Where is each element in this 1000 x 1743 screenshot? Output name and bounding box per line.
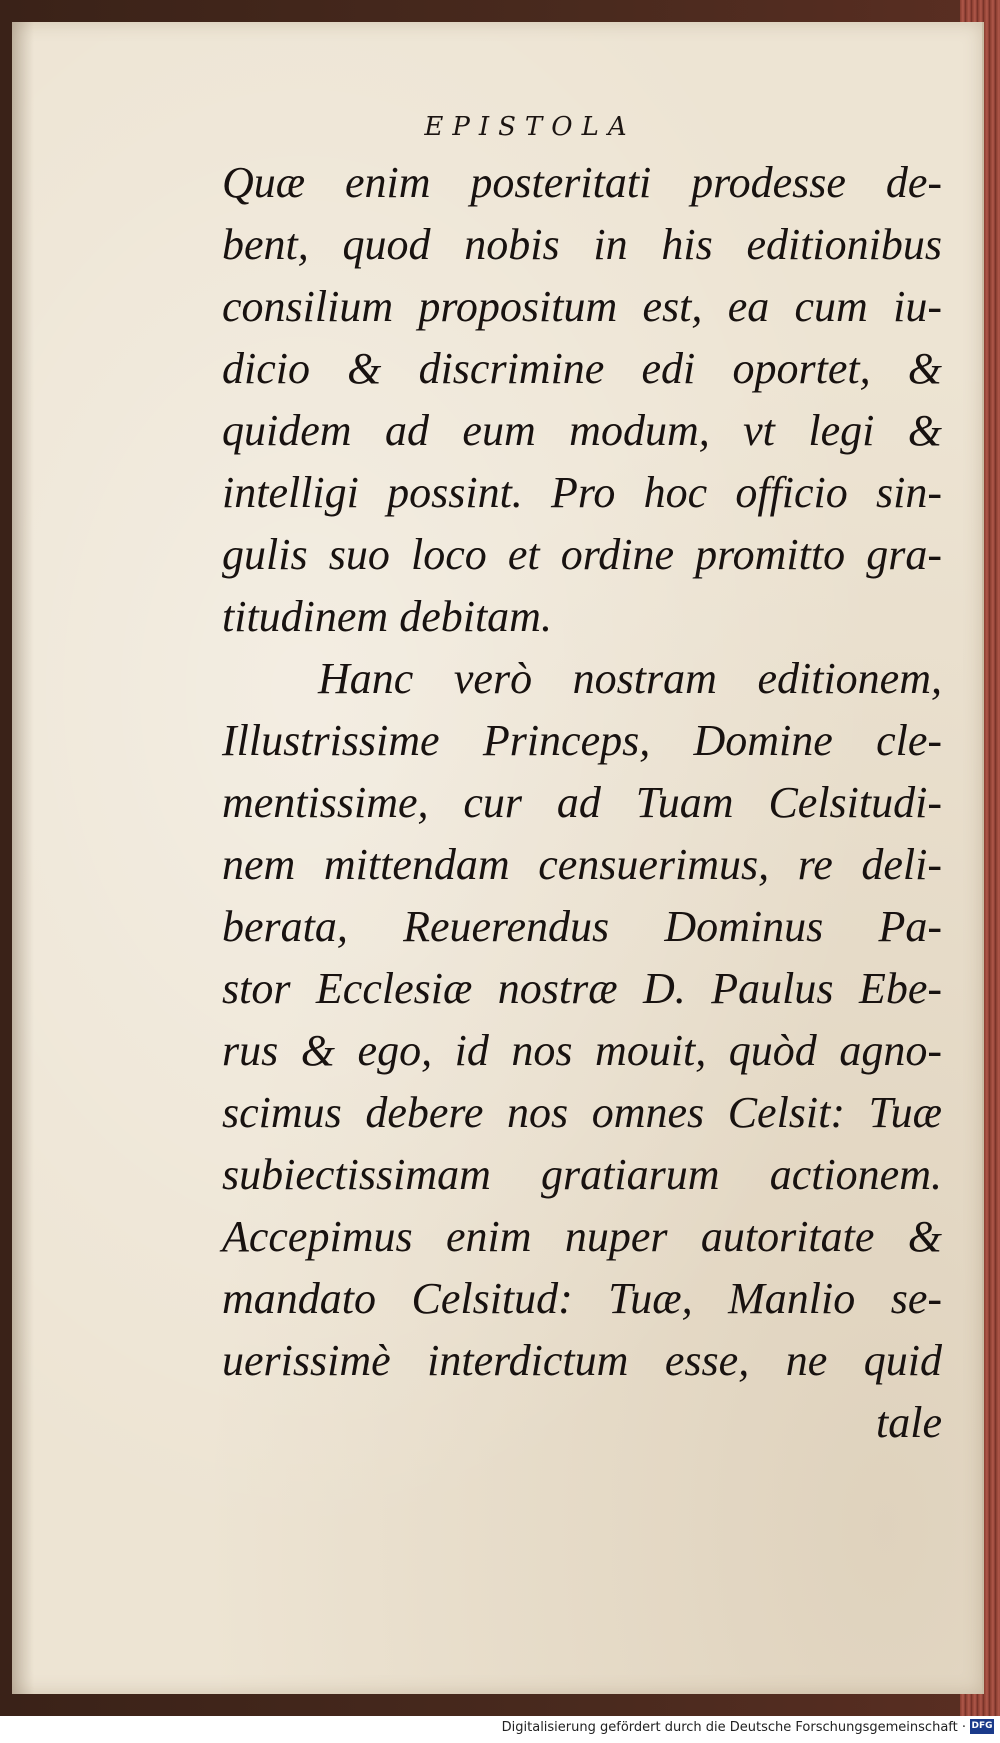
dfg-logo: DFG: [970, 1719, 994, 1734]
text-line: Accepimus enim nuper autoritate &: [222, 1212, 942, 1261]
text-line: quidem ad eum modum, vt legi &: [222, 406, 942, 455]
text-line: mandato Celsitud: Tuæ, Manlio se-: [222, 1274, 942, 1323]
text-line: berata, Reuerendus Dominus Pa-: [222, 902, 942, 951]
running-head: EPISTOLA: [424, 112, 636, 142]
text-line: subiectissimam gratiarum actionem.: [222, 1150, 942, 1199]
text-line: bent, quod nobis in his editionibus: [222, 220, 942, 269]
text-line: titudinem debitam.: [222, 592, 552, 641]
text-line: mentissime, cur ad Tuam Celsitudi-: [222, 778, 942, 827]
text-line: consilium propositum est, ea cum iu-: [222, 282, 942, 331]
text-line: Hanc verò nostram editionem,: [318, 654, 942, 703]
text-line: Quæ enim posteritati prodesse de-: [222, 158, 942, 207]
body-text: [222, 152, 942, 1454]
gutter-shadow: [12, 22, 34, 1694]
text-line: stor Ecclesiæ nostræ D. Paulus Ebe-: [222, 964, 942, 1013]
text-line: gulis suo loco et ordine promitto gra-: [222, 530, 942, 579]
text-line: nem mittendam censuerimus, re deli-: [222, 840, 942, 889]
footer-credit: Digitalisierung gefördert durch die Deutsche Forschungsgemeinschaft ·: [501, 1720, 966, 1735]
catchword: tale: [876, 1398, 942, 1447]
text-line: Illustrissime Princeps, Domine cle-: [222, 716, 942, 765]
text-line: uerissimè interdictum esse, ne quid: [222, 1336, 942, 1385]
text-line: scimus debere nos omnes Celsit: Tuæ: [222, 1088, 942, 1137]
text-line: rus & ego, id nos mouit, quòd agno-: [222, 1026, 942, 1075]
text-line: intelligi possint. Pro hoc officio sin-: [222, 468, 942, 517]
text-line: dicio & discrimine edi oportet, &: [222, 344, 942, 393]
